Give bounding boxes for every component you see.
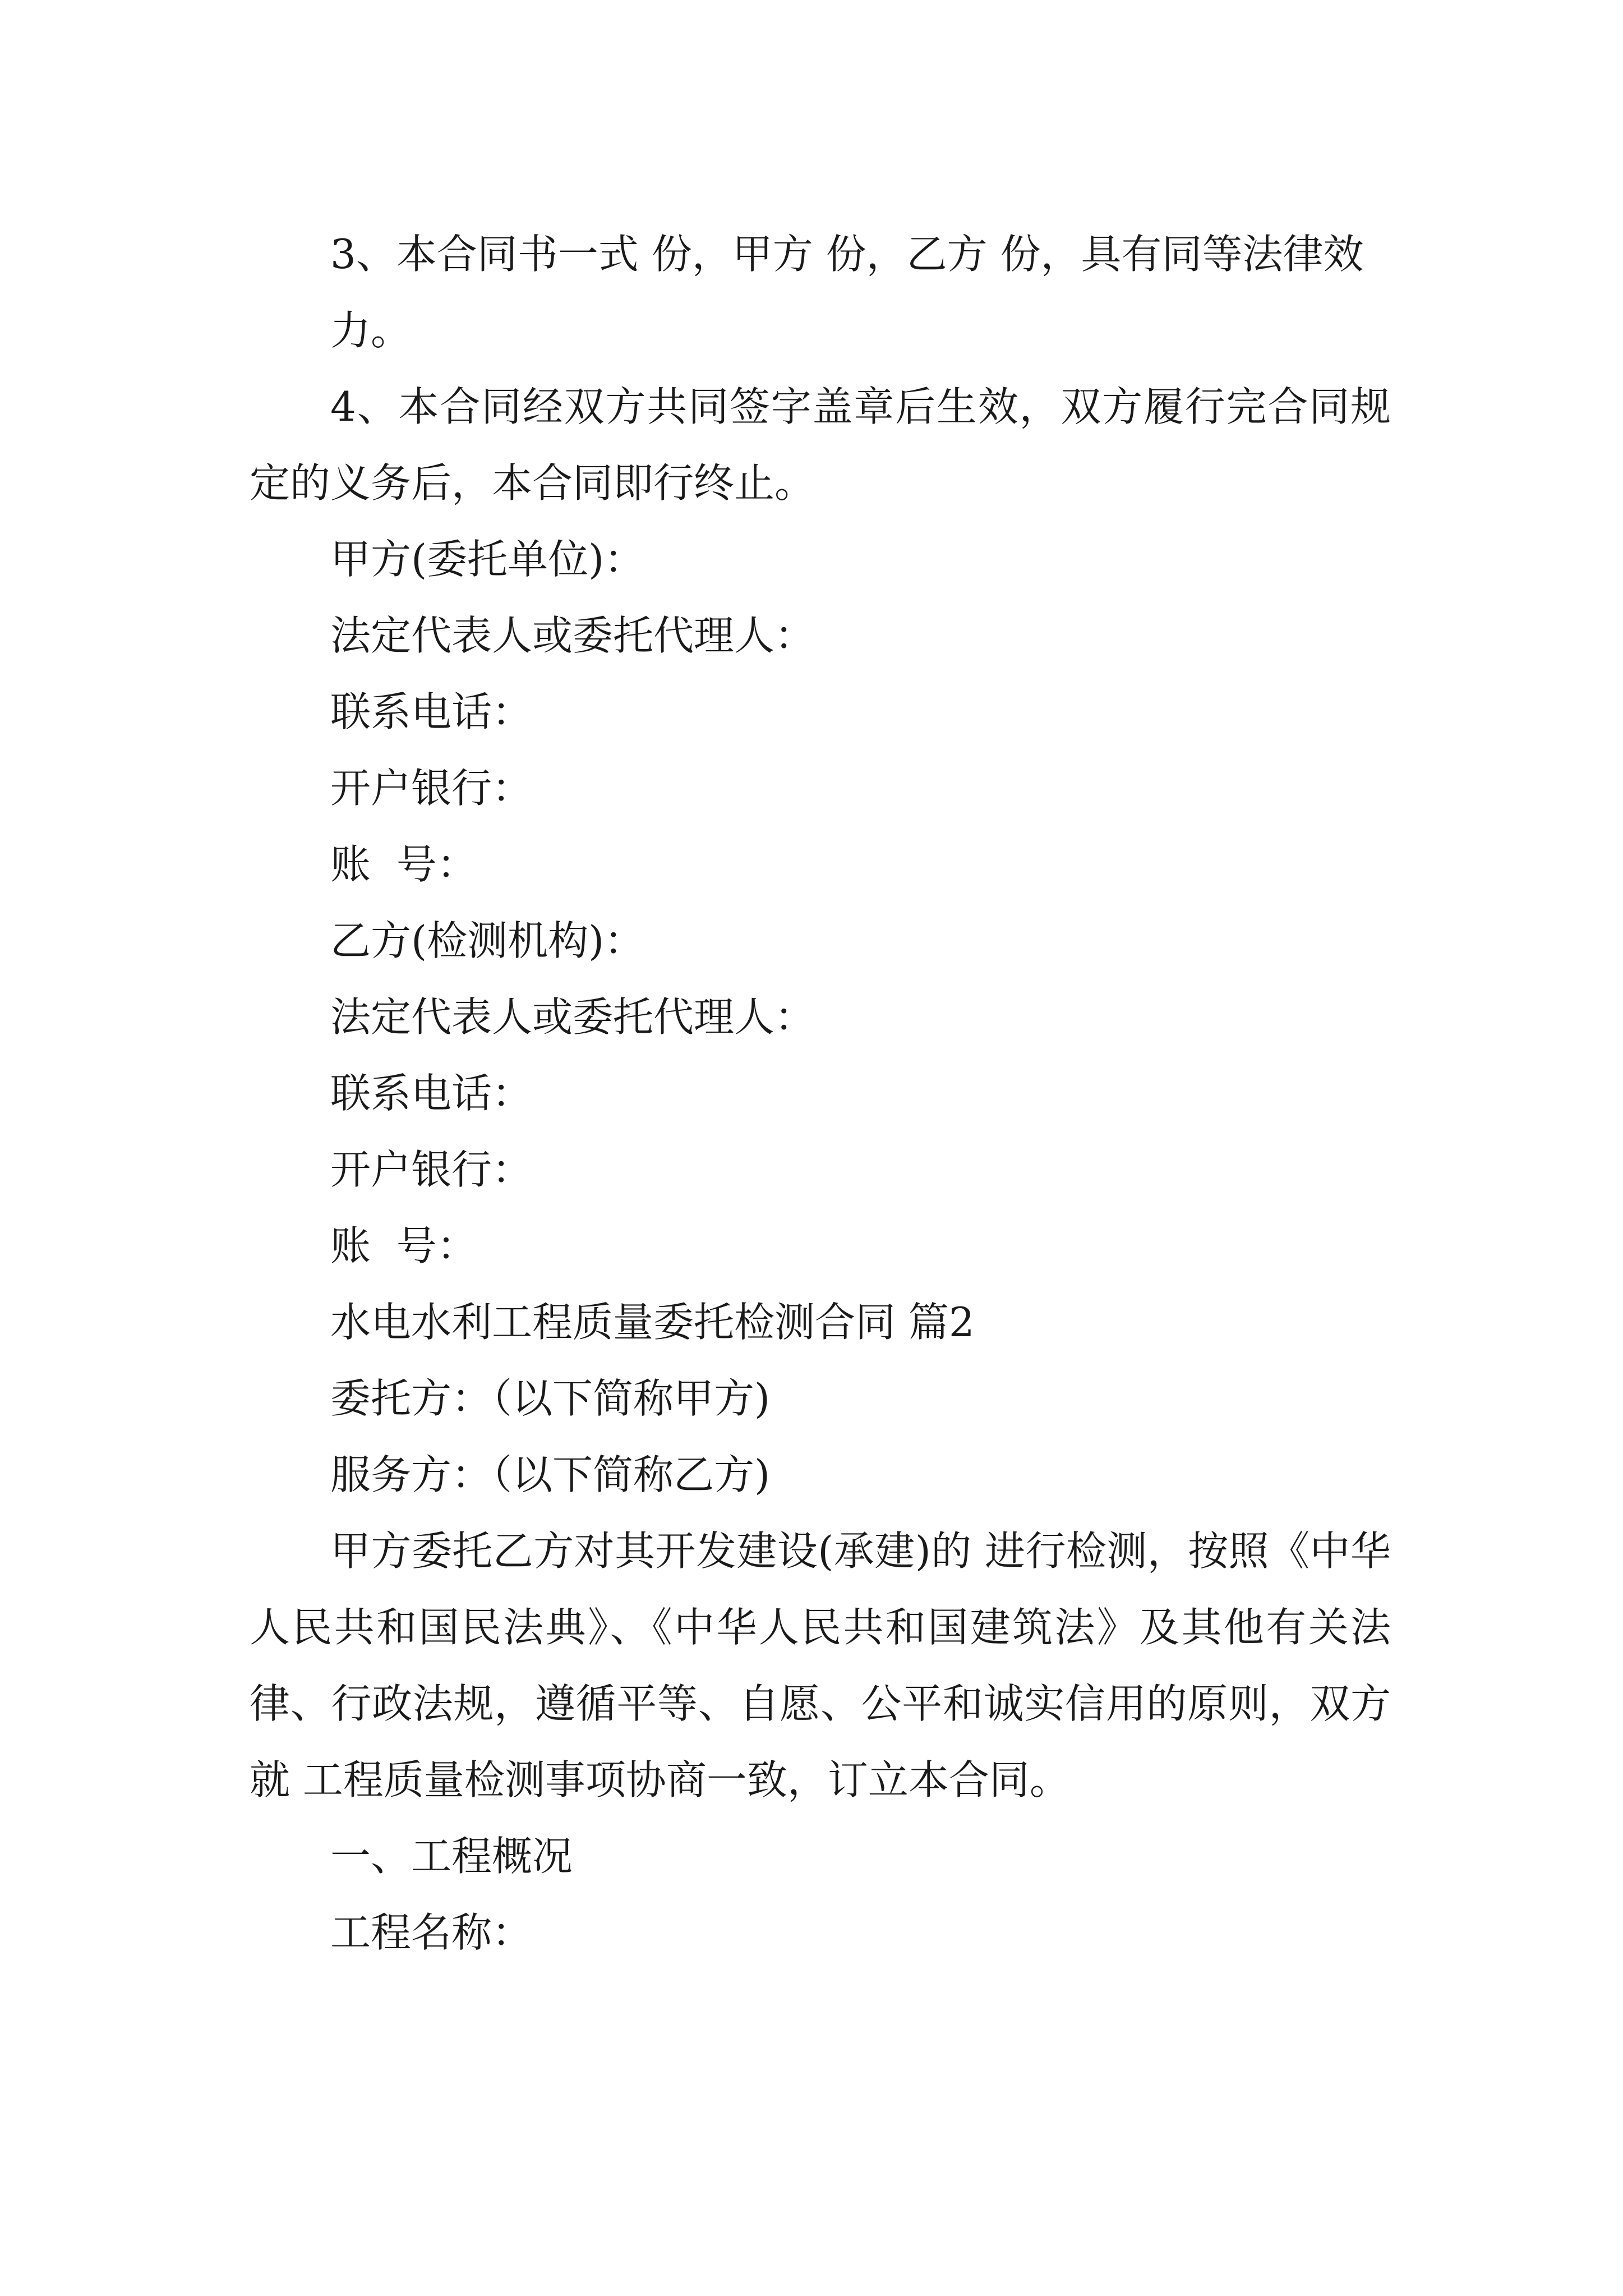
heading-project-overview: 一、工程概况 bbox=[330, 1833, 573, 1880]
project-name-label: 工程名称： bbox=[330, 1909, 533, 1956]
party-b-phone: 联系电话： bbox=[330, 1070, 533, 1117]
clause-4-effect: 4、本合同经双方共同签字盖章后生效，双方履行完合同规定的义务后，本合同即行终止。 bbox=[250, 383, 1391, 507]
client-label: 委托方：（以下简称甲方) bbox=[330, 1375, 771, 1422]
party-a-phone: 联系电话： bbox=[330, 688, 533, 735]
party-a-representative: 法定代表人或委托代理人： bbox=[330, 612, 815, 659]
document-body bbox=[250, 216, 1391, 1971]
preamble-paragraph: 甲方委托乙方对其开发建设(承建)的 进行检测，按照《中华人民共和国民法典》、《中华人民共和国建筑法》及其他有关法律、行政法规，遵循平等、自愿、公平和诚实信用的原则，双方就 工程质量检测事项协商一致，订立本合同。 bbox=[250, 1527, 1391, 1803]
party-a-bank: 开户银行： bbox=[330, 765, 533, 812]
party-b-label: 乙方(检测机构)： bbox=[330, 917, 645, 964]
party-b-account: 账 号： bbox=[330, 1222, 477, 1269]
service-provider-label: 服务方：（以下简称乙方) bbox=[330, 1451, 771, 1498]
clause-3-copies: 3、本合同书一式 份，甲方 份，乙方 份，具有同等法律效 bbox=[330, 231, 1364, 278]
party-b-bank: 开户银行： bbox=[330, 1146, 533, 1193]
party-a-label: 甲方(委托单位)： bbox=[330, 536, 645, 583]
section-title: 水电水利工程质量委托检测合同 篇2 bbox=[330, 1299, 975, 1346]
clause-3-continuation: 力。 bbox=[330, 307, 412, 354]
party-a-account: 账 号： bbox=[330, 841, 477, 888]
party-b-representative: 法定代表人或委托代理人： bbox=[330, 993, 815, 1041]
